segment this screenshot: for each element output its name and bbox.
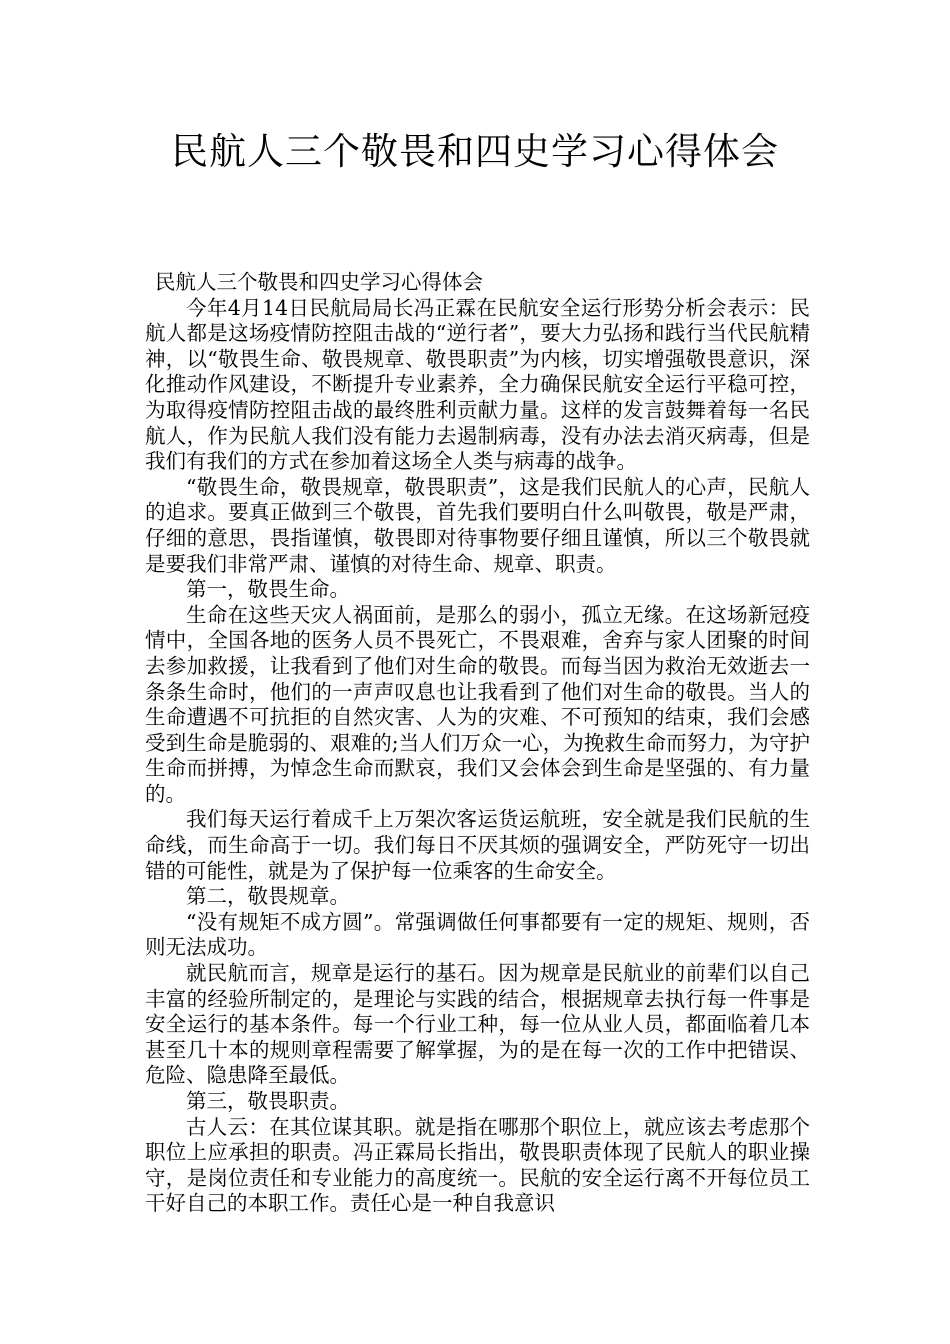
paragraph: “没有规矩不成方圆”。常强调做任何事都要有一定的规矩、规则，否则无法成功。 <box>145 909 810 960</box>
paragraph: 就民航而言，规章是运行的基石。因为规章是民航业的前辈们以自己丰富的经验所制定的，是理论与实践的结合，根据规章去执行每一件事是安全运行的基本条件。每一个行业工种，每一位从业人员，都面临着几本甚至几十本的规则章程需要了解掌握，为的是在每一次的工作中把错误、危险、隐患降至最低。 <box>145 961 810 1088</box>
section-heading: 第二，敬畏规章。 <box>186 884 350 909</box>
paragraph: 古人云：在其位谋其职。就是指在哪那个职位上，就应该去考虑那个职位上应承担的职责。冯正霖局长指出，敬畏职责体现了民航人的职业操守，是岗位责任和专业能力的高度统一。民航的安全运行离不开每位员工干好自己的本职工作。责任心是一种自我意识 <box>145 1114 810 1216</box>
paragraph: 生命在这些天灾人祸面前，是那么的弱小，孤立无缘。在这场新冠疫情中，全国各地的医务人员不畏死亡，不畏艰难，舍弃与家人团聚的时间去参加救援，让我看到了他们对生命的敬畏。而每当因为救治无效逝去一条条生命时，他们的一声声叹息也让我看到了他们对生命的敬畏。当人的生命遭遇不可抗拒的自然灾害、人为的灾难、不可预知的结束，我们会感受到生命是脆弱的、艰难的;当人们万众一心，为挽救生命而努力，为守护生命而拼搏，为悼念生命而默哀，我们又会体会到生命是坚强的、有力量的。 <box>145 602 810 806</box>
document-body <box>145 270 810 1217</box>
section-heading: 第三，敬畏职责。 <box>186 1089 350 1113</box>
paragraph: 今年4月14日民航局局长冯正霖在民航安全运行形势分析会表示：民航人都是这场疫情防控阻击战的“逆行者”，要大力弘扬和践行当代民航精神，以“敬畏生命、敬畏规章、敬畏职责”为内核，切实增强敬畏意识，深化推动作风建设，不断提升专业素养，全力确保民航安全运行平稳可控，为取得疫情防控阻击战的最终胜利贡献力量。这样的发言鼓舞着每一名民航人，作为民航人我们没有能力去遏制病毒，没有办法去消灭病毒，但是我们有我们的方式在参加着这场全人类与病毒的战争。 <box>145 295 810 474</box>
paragraph: “敬畏生命，敬畏规章，敬畏职责”，这是我们民航人的心声，民航人的追求。要真正做到三个敬畏，首先我们要明白什么叫敬畏，敬是严肃，仔细的意思，畏指谨慎，敬畏即对待事物要仔细且谨慎，所以三个敬畏就是要我们非常严肃、谨慎的对待生命、规章、职责。 <box>145 474 810 576</box>
paragraph: 我们每天运行着成千上万架次客运货运航班，安全就是我们民航的生命线，而生命高于一切。我们每日不厌其烦的强调安全，严防死守一切出错的可能性，就是为了保护每一位乘客的生命安全。 <box>145 807 810 883</box>
document-subtitle: 民航人三个敬畏和四史学习心得体会 <box>155 270 483 294</box>
document-title: 民航人三个敬畏和四史学习心得体会 <box>171 130 779 173</box>
section-heading: 第一，敬畏生命。 <box>186 577 350 602</box>
